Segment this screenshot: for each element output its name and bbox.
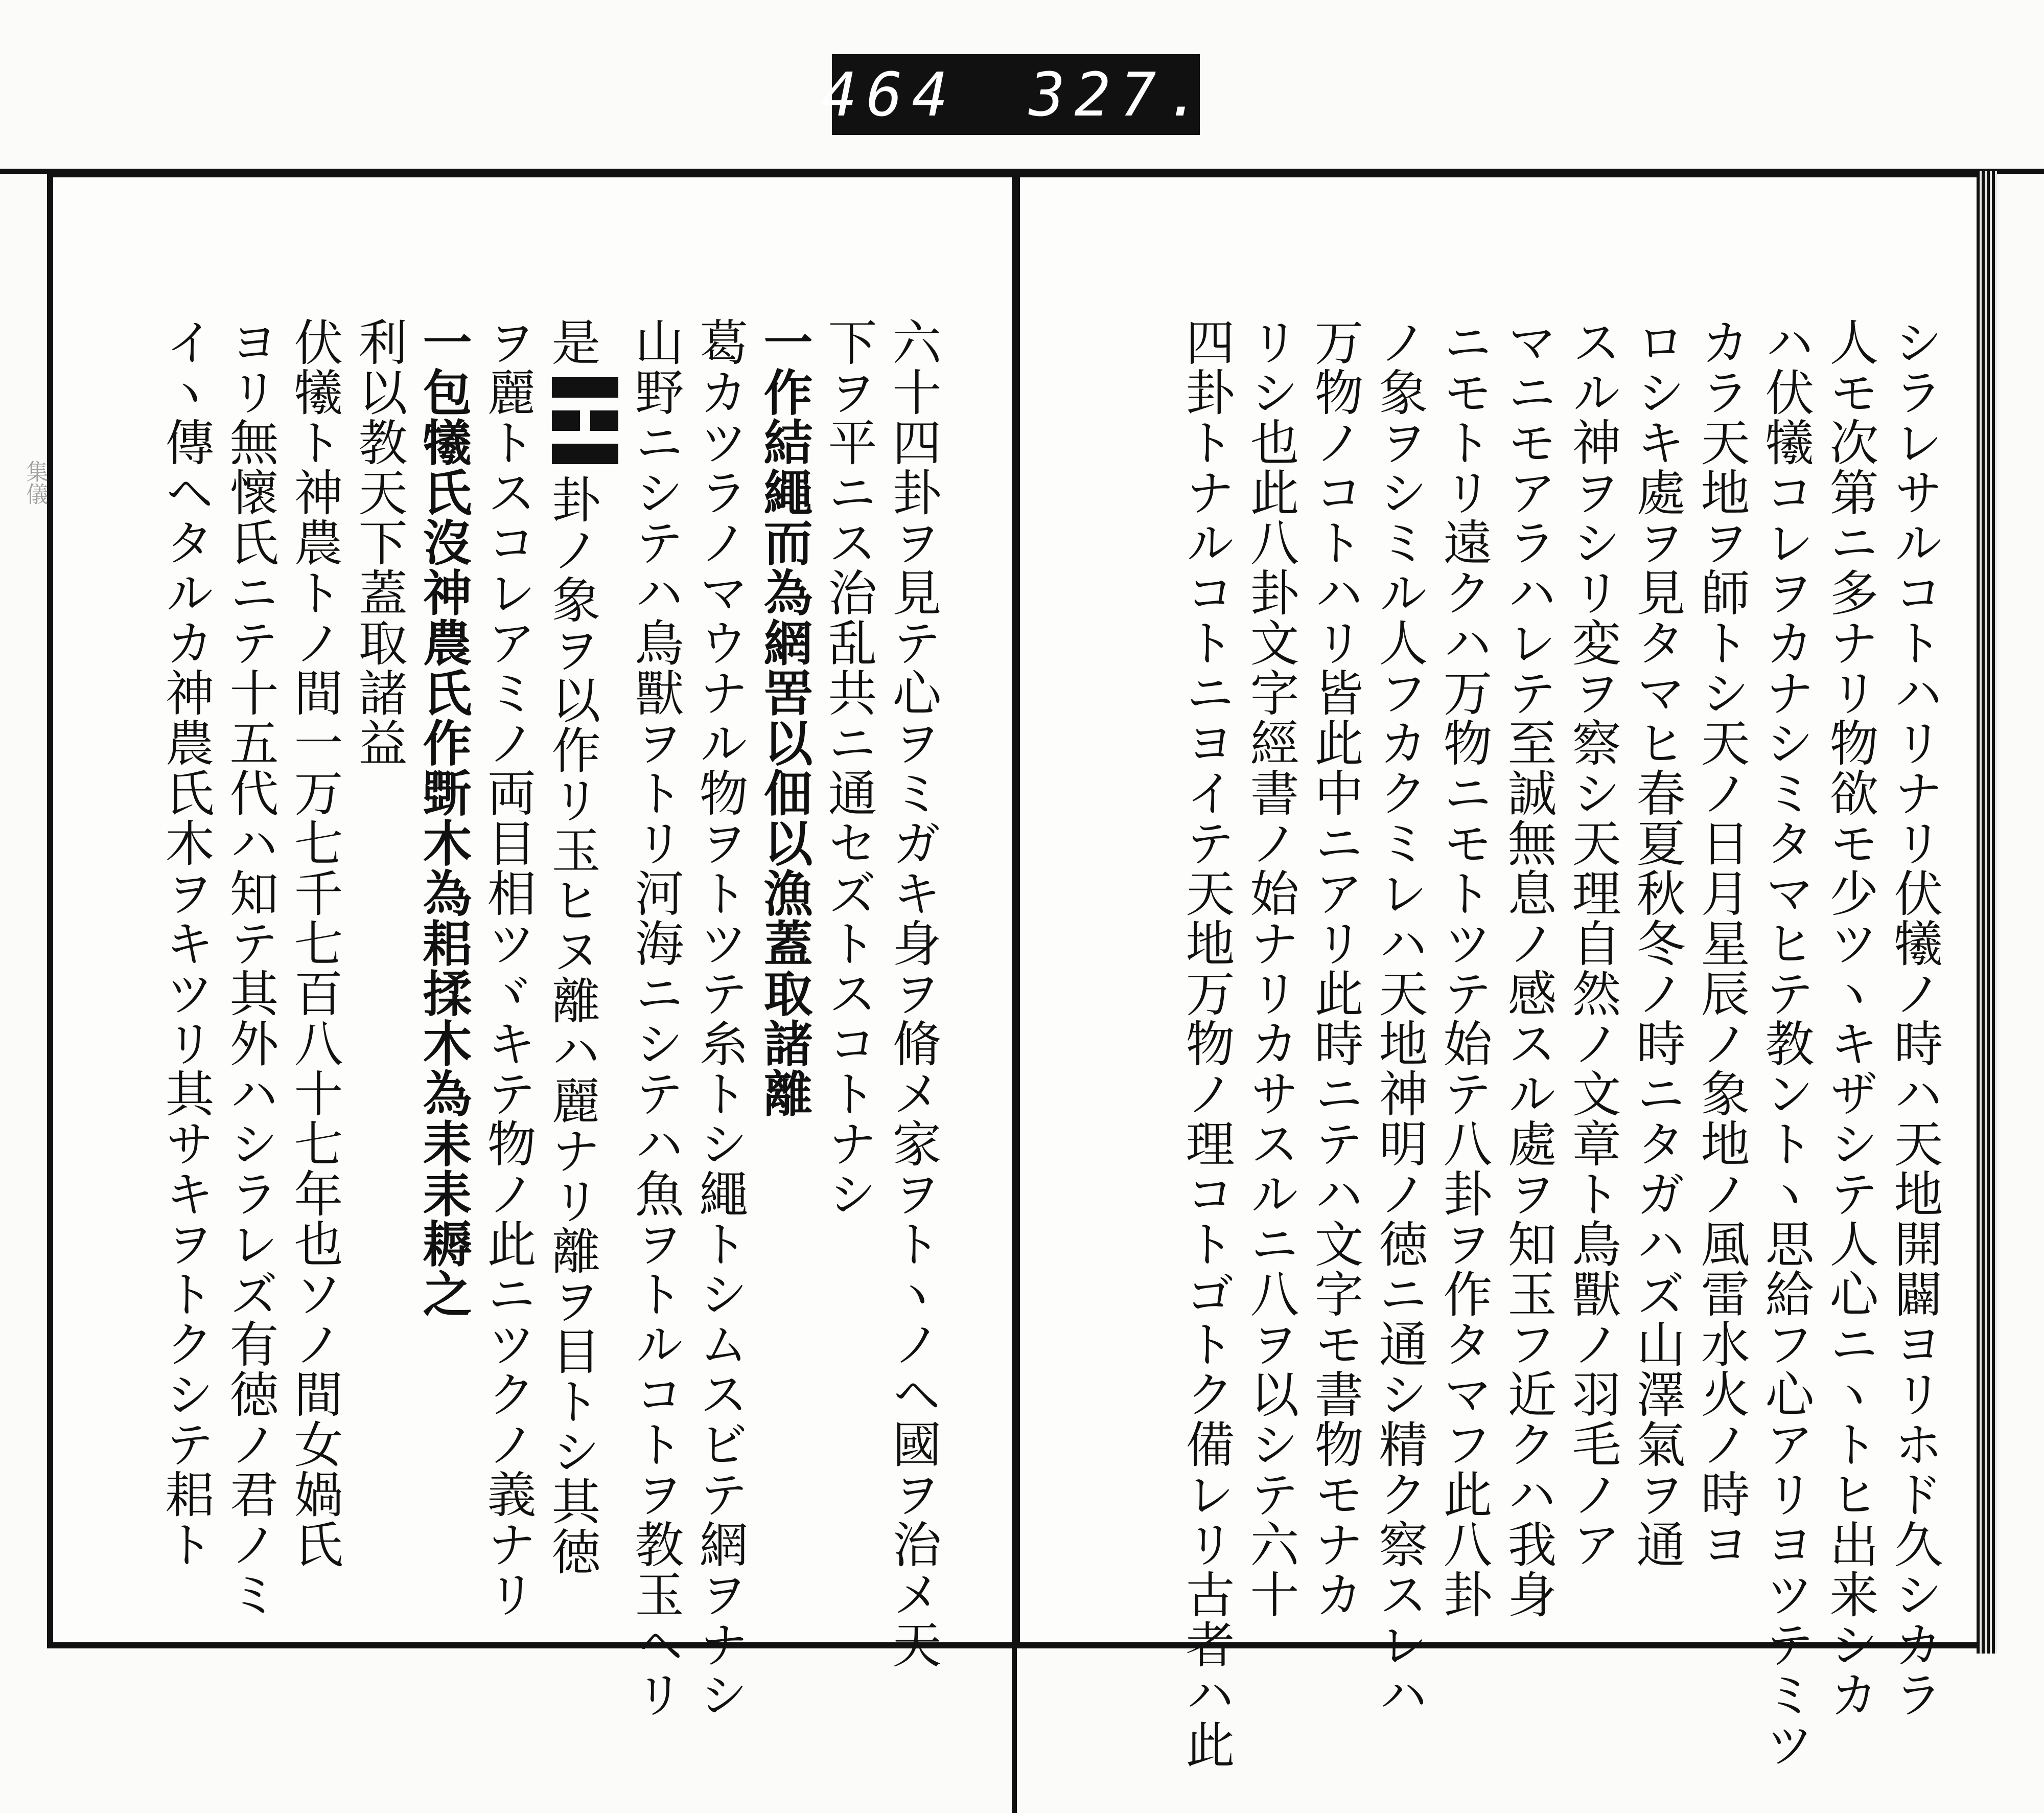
right-page-column: リシ也此八卦文字經書ノ始ナリカサスルニ八ヲ以シテ六十 <box>1242 317 1299 1619</box>
right-page-column: 万物ノコトハリ皆此中ニアリ此時ニテハ文字モ書物モナカ <box>1307 317 1364 1619</box>
right-page-column: ノ象ヲシミル人フカクミレハ天地神明ノ徳ニ通シ精ク察スレハ <box>1371 317 1428 1719</box>
left-page-column: 葛カツラノマウナル物ヲトツテ糸トシ繩トシムスビテ網ヲナシ <box>691 317 749 1719</box>
right-page-column: ロシキ處ヲ見タマヒ春夏秋冬ノ時ニタガハズ山澤氣ヲ通 <box>1629 317 1686 1569</box>
right-page-column: ハ伏犧コレヲカナシミタマヒテ教ントヽ思給フ心アリヨツテミツ <box>1757 317 1815 1770</box>
left-page-column: 山野ニシテハ鳥獸ヲトリ河海ニシテハ魚ヲトルコトヲ教玉ヘリ <box>627 317 684 1719</box>
left-page-column: 一作結繩而為網罟以佃以漁蓋取諸離 <box>756 317 814 1118</box>
right-page-column: マニモアラハレテ至誠無息ノ感スル處ヲ知玉フ近クハ我身 <box>1500 317 1557 1619</box>
right-page-column: 四卦トナルコトニヨイテ天地万物ノ理コトゴトク備レリ古者ハ此 <box>1178 317 1235 1770</box>
right-page-column: スル神ヲシリ変ヲ察シ天理自然ノ文章ト鳥獸ノ羽毛ノア <box>1564 317 1621 1569</box>
right-page-column: シラレサルコトハリナリ伏犧ノ時ハ天地開闢ヨリホド久シカラ <box>1886 317 1943 1719</box>
li-trigram-icon <box>547 367 623 474</box>
center-gutter <box>1012 171 1017 1813</box>
archive-number-left: 464 <box>821 59 958 130</box>
spine-text: 集儀 <box>22 460 48 505</box>
left-page-column: ヲ麗トスコレアミノ両目相ツヾキテ物ノ此ニツクノ義ナリ <box>479 317 537 1619</box>
left-page-column: 利以教天下蓋取諸益 <box>351 317 408 768</box>
right-page-text <box>1048 317 1947 1770</box>
right-page-column: 人モ次第ニ多ナリ物欲モ少ツヽキザシテ人心ニヽトヒ出来シカ <box>1822 317 1879 1719</box>
page-edges <box>1977 171 1997 1654</box>
left-page-column: 伏犧ト神農トノ間一万七千七百八十七年也ソノ間女媧氏 <box>286 317 343 1569</box>
left-page-column: 是卦ノ象ヲ以作リ玉ヒヌ離ハ麗ナリ離ヲ目トシ其徳 <box>540 317 623 1569</box>
left-page-text <box>87 317 945 1719</box>
left-page-column: ヨリ無懷氏ニテ十五代ハ知テ其外ハシラレズ有徳ノ君ノミ <box>222 317 279 1619</box>
archive-number-right: 327. <box>1029 59 1211 130</box>
left-page-column: 下ヲ平ニス治乱共ニ通セズトスコトナシ <box>820 317 877 1219</box>
right-page-column: ニモトリ遠クハ万物ニモトツテ始テ八卦ヲ作タマフ此八卦 <box>1435 317 1493 1619</box>
left-page-column: 六十四卦ヲ見テ心ヲミガキ身ヲ脩メ家ヲトヽノヘ國ヲ治メ天 <box>885 317 942 1669</box>
left-page-column: 一包犧氏沒神農氏作斲木為耜揉木為耒耒耨之 <box>415 317 473 1319</box>
right-page-column: カラ天地ヲ師トシ天ノ日月星辰ノ象地ノ風雷水火ノ時ヨ <box>1693 317 1750 1569</box>
archive-number-label <box>821 54 1211 135</box>
left-page-column: イヽ傳ヘタルカ神農氏木ヲキツリ其サキヲトクシテ耜ト <box>157 317 215 1569</box>
